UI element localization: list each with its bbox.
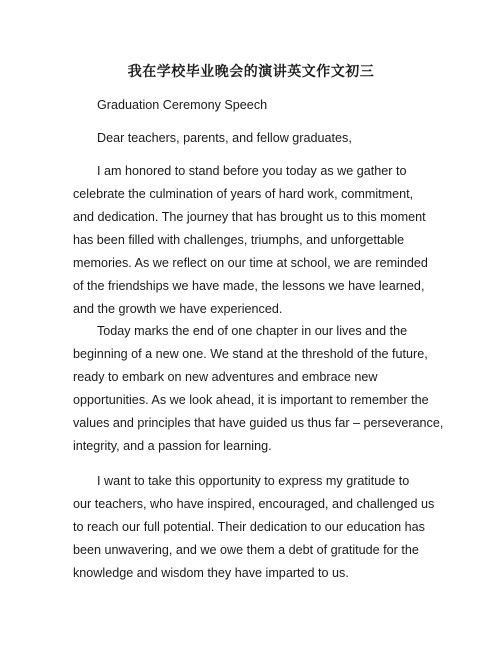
paragraph-line: and the growth we have experienced.	[73, 302, 283, 316]
paragraph-line: knowledge and wisdom they have imparted to us.	[73, 566, 349, 580]
paragraph-line: our teachers, who have inspired, encouraged, and challenged us	[73, 497, 435, 511]
paragraph-line: of the friendships we have made, the lessons we have learned,	[73, 279, 425, 293]
paragraph	[73, 470, 433, 585]
speech-subtitle: Graduation Ceremony Speech	[97, 98, 268, 112]
paragraph-line: beginning of a new one. We stand at the threshold of the future,	[73, 347, 428, 361]
paragraph-line: I want to take this opportunity to express my gratitude to	[97, 474, 410, 488]
paragraph-line: memories. As we reflect on our time at school, we are reminded	[73, 256, 428, 270]
document-title: 我在学校毕业晚会的演讲英文作文初三	[127, 63, 375, 79]
paragraph-line: values and principles that have guided us thus far – perseverance,	[73, 416, 444, 430]
paragraph-line: Today marks the end of one chapter in our lives and the	[97, 324, 408, 338]
paragraph-line: been unwavering, and we owe them a debt of gratitude for the	[73, 543, 419, 557]
paragraph	[73, 320, 444, 458]
paragraph	[73, 160, 433, 321]
paragraph-line: celebrate the culmination of years of hard work, commitment,	[73, 187, 414, 201]
salutation: Dear teachers, parents, and fellow graduates,	[97, 131, 352, 145]
paragraph-line: opportunities. As we look ahead, it is important to remember the	[73, 393, 429, 407]
paragraph-line: and dedication. The journey that has brought us to this moment	[73, 210, 426, 224]
paragraph-line: to reach our full potential. Their dedication to our education has	[73, 520, 425, 534]
paragraph-line: I am honored to stand before you today as we gather to	[97, 164, 407, 178]
paragraph-line: ready to embark on new adventures and embrace new	[73, 370, 378, 384]
paragraph-line: integrity, and a passion for learning.	[73, 439, 272, 453]
paragraph-line: has been filled with challenges, triumphs, and unforgettable	[73, 233, 405, 247]
